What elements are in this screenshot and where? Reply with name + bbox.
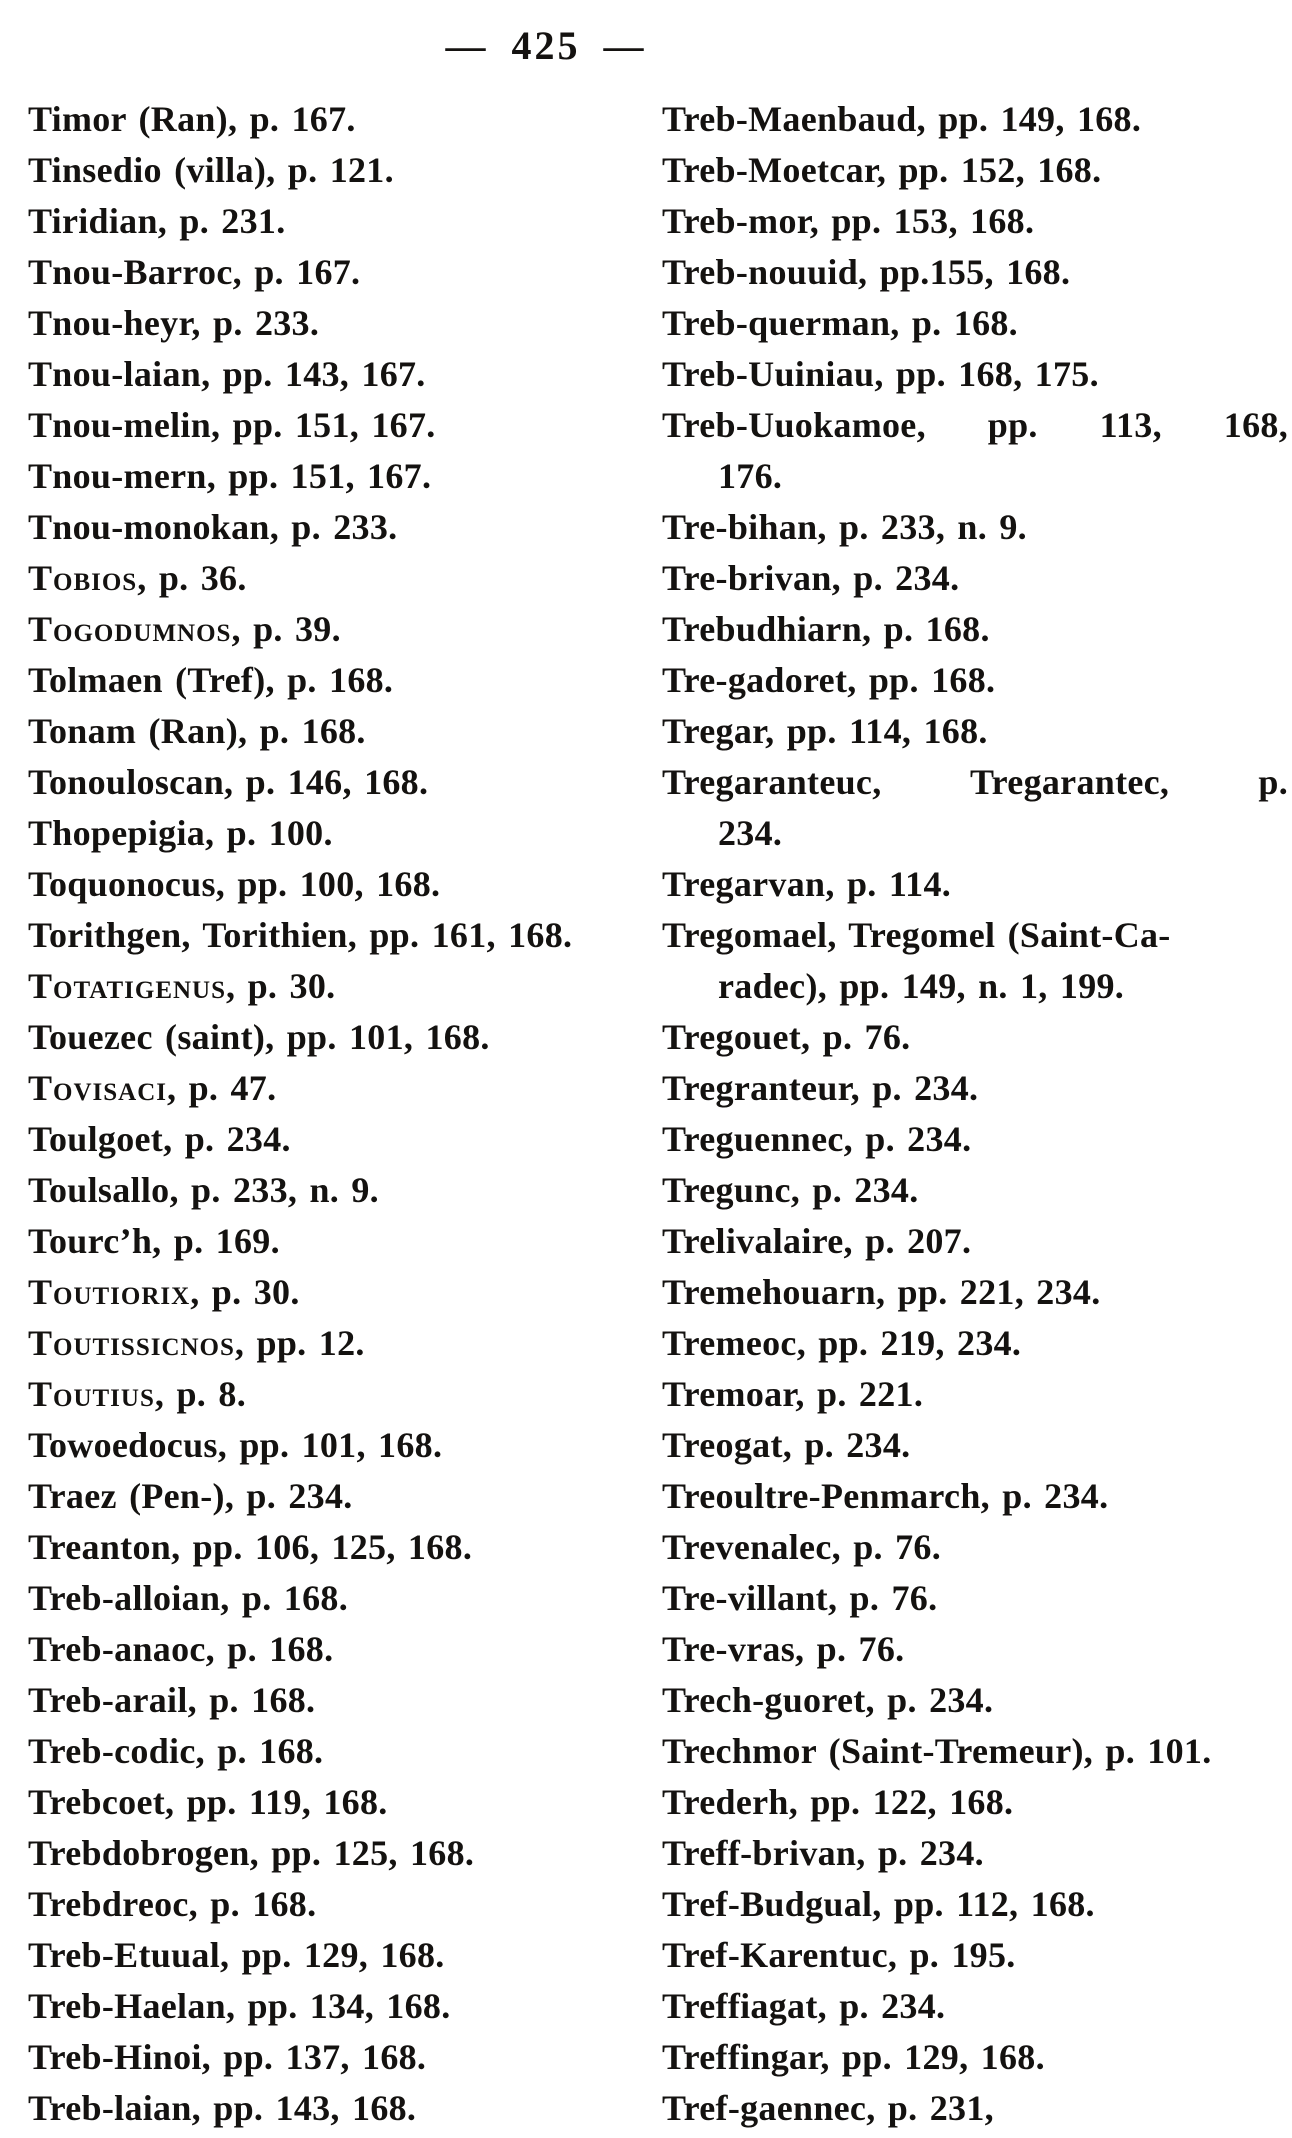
index-entry: Toutiorix, p. 30.	[28, 1272, 300, 1312]
index-entry: Tourc’h, p. 169.	[28, 1221, 280, 1261]
entry-name-smallcaps: Toutissicnos	[28, 1323, 235, 1363]
index-entry: Treb-Maenbaud, pp. 149, 168.	[662, 99, 1142, 139]
index-entry: Toutissicnos, pp. 12.	[28, 1323, 365, 1363]
index-entry: Torithgen, Torithien, pp. 161, 168.	[28, 915, 573, 955]
index-entry: Tregunc, p. 234.	[662, 1170, 919, 1210]
index-entry: Treguennec, p. 234.	[662, 1119, 972, 1159]
index-entry: Treff-brivan, p. 234.	[662, 1833, 984, 1873]
index-entry: Touezec (saint), pp. 101, 168.	[28, 1017, 490, 1057]
index-columns	[28, 94, 1288, 2134]
index-entry: Tonam (Ran), p. 168.	[28, 711, 366, 751]
index-entry: Treb-laian, pp. 143, 168.	[28, 2088, 417, 2128]
index-entry: Trechmor (Saint-Tremeur), p. 101.	[662, 1731, 1212, 1771]
entry-continuation-line: radec), pp. 149, n. 1, 199.	[718, 966, 1125, 1006]
index-entry: Tolmaen (Tref), p. 168.	[28, 660, 394, 700]
index-entry: Treb-Moetcar, pp. 152, 168.	[662, 150, 1102, 190]
index-entry: Trech-guoret, p. 234.	[662, 1680, 994, 1720]
index-entry: Tremoar, p. 221.	[662, 1374, 924, 1414]
index-entry: Tonouloscan, p. 146, 168.	[28, 762, 429, 802]
index-entry: Tovisaci, p. 47.	[28, 1068, 277, 1108]
index-entry: Tre-vras, p. 76.	[662, 1629, 905, 1669]
index-entry: Tre-bihan, p. 233, n. 9.	[662, 507, 1027, 547]
index-entry: Trebudhiarn, p. 168.	[662, 609, 990, 649]
index-entry: Tnou-Barroc, p. 167.	[28, 252, 361, 292]
index-entry: Toulgoet, p. 234.	[28, 1119, 291, 1159]
index-entry: Trederh, pp. 122, 168.	[662, 1782, 1014, 1822]
index-entry: Trebdobrogen, pp. 125, 168.	[28, 1833, 475, 1873]
index-entry: Treb-Hinoi, pp. 137, 168.	[28, 2037, 427, 2077]
index-entry: Tref-Budgual, pp. 112, 168.	[662, 1884, 1095, 1924]
index-column-right	[662, 94, 1288, 2134]
index-entry: Tregarvan, p. 114.	[662, 864, 952, 904]
index-entry	[662, 757, 1288, 859]
index-entry: Tnou-monokan, p. 233.	[28, 507, 398, 547]
index-entry: Tnou-melin, pp. 151, 167.	[28, 405, 436, 445]
index-entry: Tremeoc, pp. 219, 234.	[662, 1323, 1022, 1363]
index-entry: Toutius, p. 8.	[28, 1374, 246, 1414]
entry-name-smallcaps: Totatigenus	[28, 966, 227, 1006]
index-entry	[662, 400, 1288, 502]
index-entry: Tnou-mern, pp. 151, 167.	[28, 456, 432, 496]
index-entry: Tobios, p. 36.	[28, 558, 247, 598]
index-entry: Treb-anaoc, p. 168.	[28, 1629, 334, 1669]
index-entry: Tre-brivan, p. 234.	[662, 558, 960, 598]
index-entry: Treb-arail, p. 168.	[28, 1680, 316, 1720]
entry-continuation-line: 176.	[718, 456, 783, 496]
page-number-header: — 425 —	[445, 23, 647, 68]
index-entry: Traez (Pen-), p. 234.	[28, 1476, 353, 1516]
index-entry: Toquonocus, pp. 100, 168.	[28, 864, 441, 904]
entry-name-smallcaps: Toutius	[28, 1374, 155, 1414]
index-entry: Towoedocus, pp. 101, 168.	[28, 1425, 443, 1465]
entry-name-smallcaps: Toutiorix	[28, 1272, 191, 1312]
index-entry: Tregouet, p. 76.	[662, 1017, 911, 1057]
entry-line: Treb-Uuokamoe, pp. 113, 168,	[662, 405, 1288, 445]
index-entry: Treanton, pp. 106, 125, 168.	[28, 1527, 473, 1567]
index-entry: Thopepigia, p. 100.	[28, 813, 333, 853]
index-entry: Tnou-laian, pp. 143, 167.	[28, 354, 426, 394]
index-entry: Trebdreoc, p. 168.	[28, 1884, 317, 1924]
entry-line: Tregaranteuc, Tregarantec, p.	[662, 762, 1288, 802]
index-entry: Treoultre-Penmarch, p. 234.	[662, 1476, 1109, 1516]
index-entry: Trebcoet, pp. 119, 168.	[28, 1782, 388, 1822]
entry-line: Tregomael, Tregomel (Saint-Ca-	[662, 915, 1171, 955]
entry-continuation-line: 234.	[718, 813, 783, 853]
index-entry: Tref-Karentuc, p. 195.	[662, 1935, 1016, 1975]
index-entry	[662, 910, 1288, 1012]
index-entry: Tnou-heyr, p. 233.	[28, 303, 320, 343]
index-entry: Totatigenus, p. 30.	[28, 966, 336, 1006]
index-entry: Tref-gaennec, p. 231,	[662, 2088, 994, 2128]
index-entry: Tinsedio (villa), p. 121.	[28, 150, 394, 190]
index-entry: Treffingar, pp. 129, 168.	[662, 2037, 1045, 2077]
index-entry: Treb-codic, p. 168.	[28, 1731, 324, 1771]
index-entry: Trelivalaire, p. 207.	[662, 1221, 972, 1261]
index-entry: Tre-gadoret, pp. 168.	[662, 660, 996, 700]
entry-name-smallcaps: Tobios	[28, 558, 138, 598]
entry-name-smallcaps: Tovisaci	[28, 1068, 167, 1108]
index-entry: Tre-villant, p. 76.	[662, 1578, 938, 1618]
index-entry: Treb-querman, p. 168.	[662, 303, 1018, 343]
index-entry: Treogat, p. 234.	[662, 1425, 911, 1465]
index-entry: Tremehouarn, pp. 221, 234.	[662, 1272, 1101, 1312]
index-entry: Tiridian, p. 231.	[28, 201, 286, 241]
index-entry: Treb-mor, pp. 153, 168.	[662, 201, 1035, 241]
index-entry: Treb-Haelan, pp. 134, 168.	[28, 1986, 451, 2026]
index-entry: Treb-Uuiniau, pp. 168, 175.	[662, 354, 1099, 394]
index-entry: Trevenalec, p. 76.	[662, 1527, 942, 1567]
index-entry: Tregranteur, p. 234.	[662, 1068, 979, 1108]
index-entry: Timor (Ran), p. 167.	[28, 99, 356, 139]
index-entry: Togodumnos, p. 39.	[28, 609, 341, 649]
index-entry: Treb-nouuid, pp.155, 168.	[662, 252, 1071, 292]
index-column-left	[28, 94, 640, 2134]
index-entry: Treb-alloian, p. 168.	[28, 1578, 349, 1618]
index-entry: Treb-Etuual, pp. 129, 168.	[28, 1935, 445, 1975]
index-entry: Treffiagat, p. 234.	[662, 1986, 946, 2026]
entry-name-smallcaps: Togodumnos	[28, 609, 232, 649]
index-entry: Toulsallo, p. 233, n. 9.	[28, 1170, 379, 1210]
index-entry: Tregar, pp. 114, 168.	[662, 711, 988, 751]
